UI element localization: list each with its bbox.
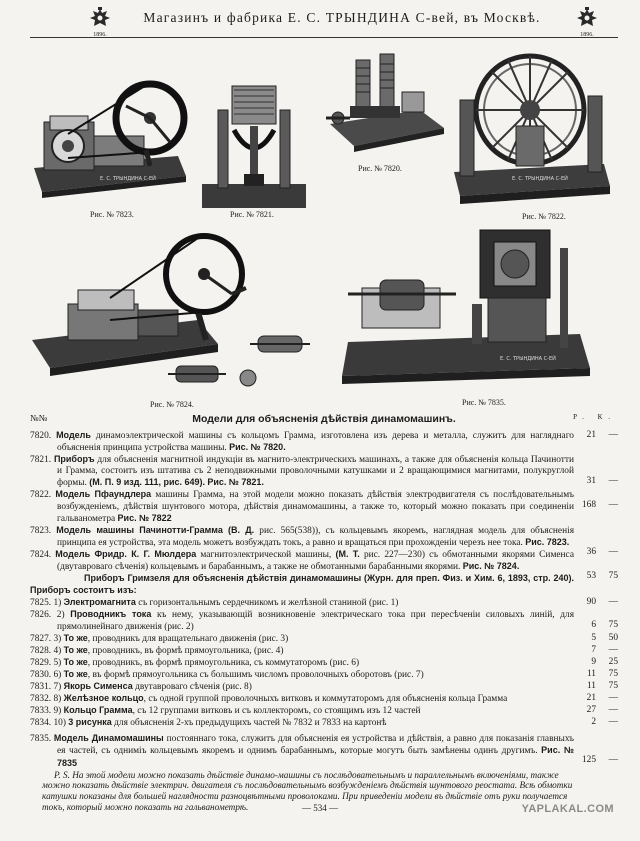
entry-figure-ref: Рис. № 7822 [117,512,172,523]
figure-7821 [198,70,310,212]
entry-title: Проводникъ тока [70,609,152,620]
table-header [30,413,618,427]
grimsel-item [30,693,618,705]
entry-number: 7824. [30,549,52,560]
svg-text:Е. С. ТРЫНДИНА С-ЕЙ: Е. С. ТРЫНДИНА С-ЕЙ [500,356,556,362]
entry-number: 7830. [30,669,52,680]
price-kop: 75 [608,680,618,691]
item-index: 1) [53,598,62,609]
entry-number: 7823. [30,525,52,536]
entry-number: 7820. [30,431,52,441]
entry-number: 7827. [30,633,52,644]
price-rub: 11 [586,680,596,691]
caption-7820: Рис. № 7820. [358,164,402,173]
entry-title: То же [63,656,88,667]
entry-text: магнитоэлектрической машины, [196,549,336,560]
entry-title: Модель Динамомашины [53,733,164,744]
price-rub: 6 [591,620,596,631]
item-index: 7) [53,681,62,692]
entry-text-cont: рис. 565(538)), съ кольцевымъ якоремъ, наглядная модель для объясненія принципа ея устройства, эта модель можетъ возбуждать токъ, а равно и вращаться при прохожденіи черезъ нее тока. [57,525,575,548]
price-kop: — [608,717,618,728]
price-rub: 168 [581,500,596,511]
entry-text-cont: рис. 227—230) съ обмотанными якорями Сименса (двутавроваго сѣченія) кольцевымъ и барабаннымъ, а также не обмотанными барабанными якорями. [57,549,574,573]
watermark: YAPLAKAL.COM [521,803,614,815]
entry-title: Модель Пфаундлера [55,489,152,500]
grimsel-item [30,669,618,681]
header-title: Магазинъ и фабрика Е. С. ТРЫНДИНА С-вей, въ Москвѣ. [143,10,541,25]
entry-title: Модель машины Пачинотти-Грамма [56,524,223,535]
page-header [30,6,610,40]
entry-reference: (В. Д. [227,524,255,535]
grimsel-items [30,597,618,729]
entry-title: Якорь Сименса [63,680,133,691]
induction-device-icon [198,70,310,212]
svg-text:Е. С. ТРЫНДИНА С-ЕЙ: Е. С. ТРЫНДИНА С-ЕЙ [100,176,156,182]
price-rub: 7 [591,644,596,655]
grimsel-item [30,705,618,717]
price-kop: 50 [608,632,618,643]
grimsel-title: Приборъ Гримзеля для объясненія дѣйствія динамомашины (Журн. для преп. Физ. и Хим. 6, 1893, стр. 240). Приборъ состоитъ изъ: [30,573,574,596]
entry-text: для объясненія магнитной индукціи въ магнито-электрическихъ машинахъ, а также для объясненія кольца Пачинотти и Грамма, состоитъ изъ штатива съ 2 неподвижными проволочными катушками и 2 вращающимися магнитами, полукруглой формы. [57,455,574,489]
price-rub: 53 [586,570,596,581]
entry-number: 7828. [30,645,52,656]
eagle-crest-right [572,6,602,39]
entry-title: То же [63,644,88,655]
entry-number: 7829. [30,657,52,668]
price-kop: — [608,644,618,655]
figure-7822 [452,40,612,210]
entry-number: 7835. [30,734,52,745]
price-kop: 25 [608,656,618,667]
figure-7824 [28,228,318,396]
price-rub: 31 [586,476,596,487]
entry-figure-ref: Рис. № 7820. [229,442,286,453]
entry-title: Модель [56,430,91,440]
entry-text: , съ 12 группами витковъ и съ коллекторомъ, со стоящимъ изъ 12 частей [132,706,421,717]
entry-text: , проводникъ, въ формѣ прямоугольника, (рис. 4) [87,645,284,656]
price-rub: 11 [586,668,596,679]
entry-text: , проводникъ для вращательнаго движенія (рис. 3) [87,633,289,644]
entry-title: Кольцо Грамма [63,705,133,716]
caption-7824: Рис. № 7824. [150,400,194,409]
svg-text:Е. С. ТРЫНДИНА С-ЕЙ: Е. С. ТРЫНДИНА С-ЕЙ [512,176,568,182]
price-rub: 2 [591,717,596,728]
entry-number: 7821. [30,455,52,466]
item-index: 9) [53,706,62,717]
item-index: 10) [53,718,66,729]
entry-title: Желѣзное кольцо [63,693,144,704]
pfaundler-model-icon [452,40,612,210]
entry-text: съ горизонтальнымъ сердечникомъ и желѣзной станиной (рис. 1) [135,598,399,609]
entry-text: для объясненія 2-хъ предыдущихъ частей № 7832 и 7833 на картонѣ [111,718,387,729]
eagle-crest-left [85,6,115,39]
grimsel-item [30,645,618,657]
entry-number: 7825. [30,598,52,609]
grimsel-item [30,681,618,693]
entry-figure-ref: Рис. № 7824. [462,561,520,572]
grimsel-item [30,597,618,609]
catalog-entries [30,430,618,813]
price-kop: — [608,597,618,608]
caption-7821: Рис. № 7821. [230,210,274,219]
entry-figure-ref: Рис. № 7821. [207,477,264,488]
price-kop: — [608,693,618,704]
postscript-note: P. S. На этой модели можно показать дѣйствіе динамо-машины съ послѣдовательнымъ и параллельнымъ включеніями, также можно показать дѣйствіе электрич. двигателя съ послѣдовательнымъ возбужденіемъ дѣйствія шунтового реостата. Всѣ обмотки катушки показаны для большей наглядности разноцвѣтными проволоками. При приведеніи модели въ дѣйствіе отъ руки получается токъ, который можно показать на гальванометрѣ. [42,769,573,813]
entry-text: постояннаго тока, служитъ для объясненія ея устройства и дѣйствія, а равно для показанія главныхъ ея частей, съ одниміъ кольцевымъ якоремъ и однимъ барабаннымъ, которые могутъ быть замѣнены одинъ другимъ. [57,734,574,757]
price-rub: 90 [586,597,596,608]
price-kop: 75 [608,570,618,581]
price-kop: — [608,705,618,716]
entry-text: , съ одной группой проволочныхъ витковъ и коммутаторомъ для объясненія кольца Грамма [143,694,508,705]
entry-number: 7826. [30,610,52,621]
grimsel-item [30,717,618,729]
price-kop: — [608,500,618,511]
price-rub: 21 [586,693,596,704]
entry-7821 [30,454,618,489]
entry-7820 [30,430,618,454]
dynamo-gramme-ring-icon [30,76,188,204]
grimsel-item [30,609,618,632]
entry-text: двутавроваго сѣченія (рис. 8) [132,681,252,692]
entry-number: 7834. [30,718,52,729]
year-right: 1896. [580,32,594,38]
figure-7820 [324,46,448,152]
price-labels: Р. К. [573,413,616,421]
entry-title: Модель Фридр. К. Г. Мюлдера [55,548,197,559]
entry-text: , проводникъ, въ формѣ прямоугольника, съ коммутаторомъ (рис. 6) [87,657,360,668]
price-kop: 75 [608,620,618,631]
entry-title: 3 рисунка [68,717,112,728]
grimsel-item [30,633,618,645]
dynamo-model-icon [328,224,612,392]
price-rub: 5 [591,632,596,643]
price-rub: 21 [586,430,596,440]
item-index: 8) [53,694,62,705]
price-rub: 27 [586,705,596,716]
entry-figure-ref: Рис. 7823. [525,536,570,547]
number-label: №№ [30,413,48,423]
entry-number: 7831. [30,681,52,692]
entry-reference: (М. П. 9 изд. 111, рис. 649). [89,477,205,488]
price-kop: 75 [608,668,618,679]
item-index: 6) [53,669,62,680]
entry-text: динамоэлектрической машины съ кольцомъ Грамма, изготовлена изъ дерева и металла, служитъ для нагляднаго объясненія принципа устройства машины. [57,431,574,454]
figure-7823 [30,76,188,204]
item-index: 5) [53,657,62,668]
entry-7835 [30,733,618,769]
entry-title: То же [63,668,88,679]
grimsel-item [30,657,618,669]
entry-text: машины Грамма, на этой модели можно показать дѣйствія электродвигателя съ послѣдовательнымъ возбужденіемъ, дѣйствія шунтового мотора, дѣйствія динамомашины, а также то, который можно показать при соединеніи гальванометра [57,490,574,524]
figure-7835 [328,224,612,392]
header-rule [30,37,618,38]
pacinotti-gramme-machine-icon [28,228,318,396]
entry-number: 7822. [30,490,52,501]
caption-7823: Рис. № 7823. [90,210,134,219]
price-kop: — [608,755,618,766]
entry-reference: (М. Т. [335,548,360,559]
entry-figure-ref: Рис. № 7835 [57,745,574,768]
entry-text: , въ формѣ прямоугольника съ большимъ числомъ проволочныхъ оборотовъ (рис. 7) [87,669,424,680]
price-rub: 9 [591,656,596,667]
entry-7824 [30,546,618,581]
page-number: — 534 — [302,803,338,813]
year-left: 1896. [93,32,107,38]
entry-number: 7832. [30,694,52,705]
entry-7822 [30,489,618,524]
item-index: 3) [53,633,62,644]
entry-title: Электромагнита [63,597,136,608]
entry-title: То же [63,632,88,643]
entry-number: 7833. [30,706,52,717]
caption-7835: Рис. № 7835. [462,398,506,407]
entry-text: къ нему, указывающій возникновеніе электрическаго тока при пересѣченіи силовыхъ линій, для прямолинейнаго движенія (рис. 2) [57,610,575,632]
price-rub: 125 [581,755,596,766]
dynamo-electric-machine-icon [324,46,448,152]
table-title: Модели для объясненія дѣйствія динамомашинъ. [192,413,456,425]
item-index: 4) [53,645,62,656]
price-kop: — [608,546,618,557]
caption-7822: Рис. № 7822. [522,212,566,221]
item-index: 2) [56,610,65,621]
price-rub: 36 [586,546,596,557]
grimsel-lead [30,570,618,597]
price-kop: — [608,430,618,440]
entry-title: Приборъ [53,454,95,465]
price-kop: — [608,476,618,487]
